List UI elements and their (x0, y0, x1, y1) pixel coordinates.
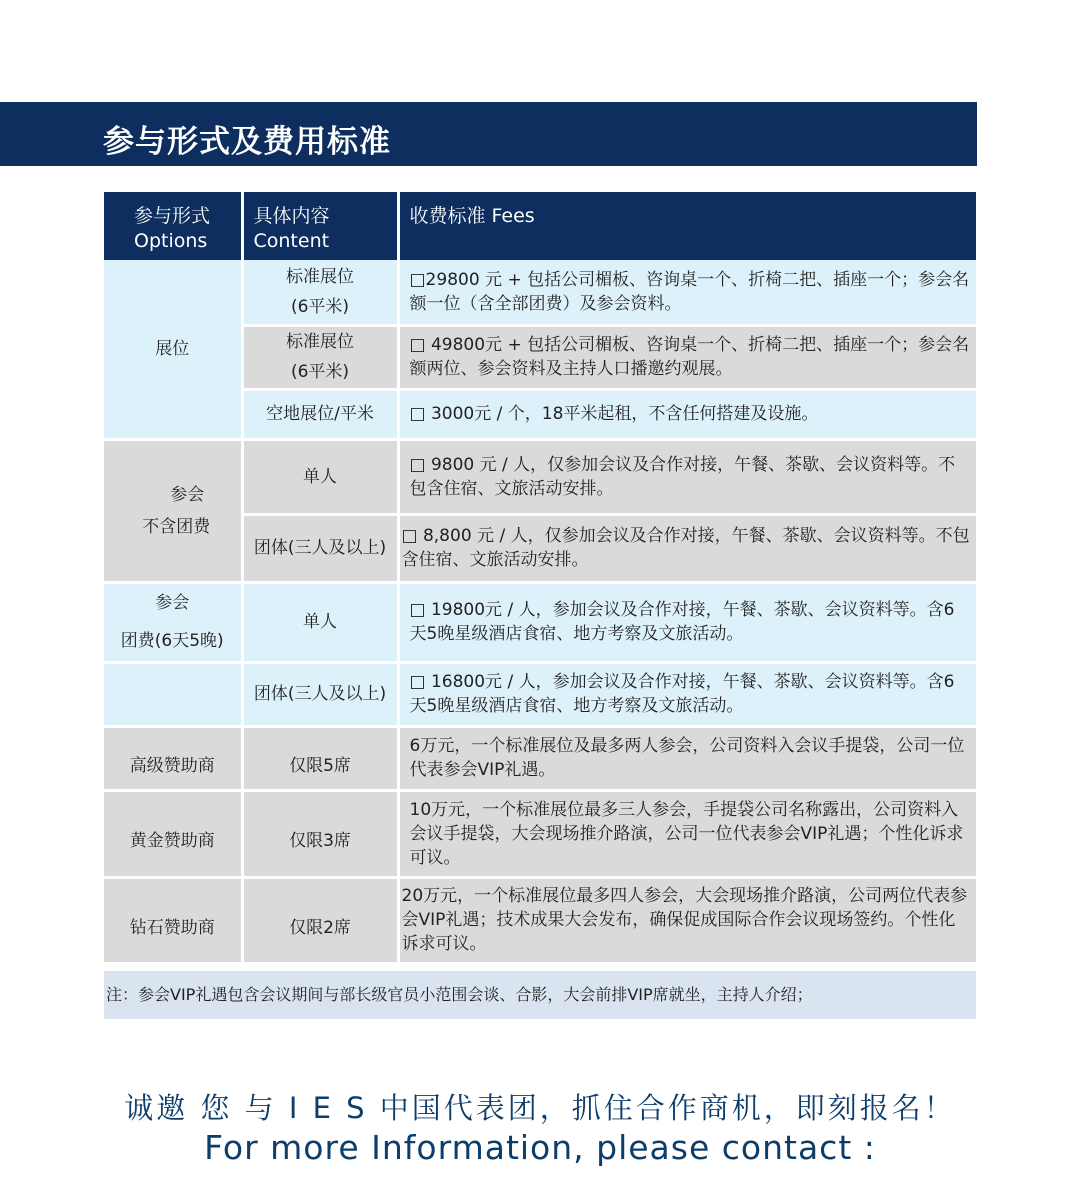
option-attend-tour (104, 582, 242, 662)
content-cell (242, 389, 398, 439)
fee-cell: □ 9800 元 / 人，仅参加会议及合作对接，午餐、茶歇、会议资料等。不包含住宿、文旅活动安排。 (398, 439, 976, 514)
fee-cell: □ 49800元 + 包括公司楣板、咨询桌一个、折椅二把、插座一个；参会名额两位、参会资料及主持人口播邀约观展。 (398, 325, 976, 389)
table-row (104, 662, 976, 726)
option-line: 参会 (155, 593, 190, 613)
option-sponsor-gold: 黄金赞助商 (104, 790, 242, 877)
option-sponsor-senior: 高级赞助商 (104, 726, 242, 790)
fee-cell: □ 19800元 / 人，参加会议及合作对接，午餐、茶歇、会议资料等。含6天5晚星级酒店食宿、地方考察及文旅活动。 (398, 582, 976, 662)
table-header-row (104, 192, 976, 260)
content-cell: 团体(三人及以上) (242, 514, 398, 582)
content-line: (6平米) (290, 362, 350, 382)
header-fees-label: 收费标准 Fees (409, 205, 535, 227)
section-title: 参与形式及费用标准 (103, 124, 391, 160)
option-line: 不含团费 (142, 516, 211, 537)
vip-note: 注：参会VIP礼遇包含会议期间与部长级官员小范围会谈、合影，大会前排VIP席就坐，主持人介绍； (104, 971, 976, 1019)
content-cell: 仅限5席 (242, 726, 398, 790)
option-line: 团费(6天5晚) (120, 631, 224, 651)
fee-cell: 20万元，一个标准展位最多四人参会，大会现场推介路演，公司两位代表参会VIP礼遇；技术成果大会发布，确保促成国际合作会议现场签约。个性化诉求可议。 (398, 877, 976, 963)
table-row (104, 877, 976, 963)
content-cell: 团体(三人及以上) (242, 662, 398, 726)
content-cell: 单人 (242, 439, 398, 514)
content-line: 标准展位 (286, 266, 354, 287)
option-attend-no-tour (104, 439, 242, 582)
fee-cell: □29800 元 + 包括公司楣板、咨询桌一个、折椅二把、插座一个；参会名额一位（含全部团费）及参会资料。 (398, 260, 976, 325)
option-empty (104, 662, 242, 726)
fee-cell: □ 8,800 元 / 人，仅参加会议及合作对接，午餐、茶歇、会议资料等。不包含住宿、文旅活动安排。 (398, 514, 976, 582)
header-fees (398, 192, 976, 260)
content-cell: 单人 (242, 582, 398, 662)
fee-cell: 6万元，一个标准展位及最多两人参会，公司资料入会议手提袋，公司一位代表参会VIP礼遇。 (398, 726, 976, 790)
header-options (104, 192, 242, 260)
fee-cell: □ 16800元 / 人，参加会议及合作对接，午餐、茶歇、会议资料等。含6天5晚星级酒店食宿、地方考察及文旅活动。 (398, 662, 976, 726)
option-line: 参会 (170, 484, 205, 505)
fees-table (104, 192, 976, 965)
fee-cell: □ 3000元 / 个，18平米起租，不含任何搭建及设施。 (398, 389, 976, 439)
option-booth-label: 展位 (155, 338, 190, 359)
header-content-cn: 具体内容 (253, 205, 330, 227)
header-content (242, 192, 398, 260)
option-sponsor-diamond: 钻石赞助商 (104, 877, 242, 963)
content-cell (242, 325, 398, 389)
fee-cell: 10万元，一个标准展位最多三人参会，手提袋公司名称露出，公司资料入会议手提袋，大会现场推介路演，公司一位代表参会VIP礼遇；个性化诉求可议。 (398, 790, 976, 877)
table-row (104, 582, 976, 662)
content-line: (6平米) (290, 296, 350, 317)
table-row (104, 439, 976, 514)
content-cell: 仅限3席 (242, 790, 398, 877)
invitation-text: 诚邀 您 与 I E S 中国代表团，抓住合作商机，即刻报名！ (124, 1091, 956, 1125)
table-row (104, 790, 976, 877)
option-booth (104, 260, 242, 439)
table-row (104, 726, 976, 790)
header-content-en: Content (253, 230, 330, 252)
header-options-cn: 参与形式 (134, 205, 211, 227)
table-row (104, 260, 976, 325)
contact-text: For more Information, please contact : (204, 1128, 876, 1167)
content-line: 标准展位 (286, 332, 354, 352)
section-banner (0, 102, 977, 166)
content-cell (242, 260, 398, 325)
content-line: 空地展位/平米 (266, 404, 374, 424)
header-options-en: Options (134, 230, 208, 252)
content-cell: 仅限2席 (242, 877, 398, 963)
